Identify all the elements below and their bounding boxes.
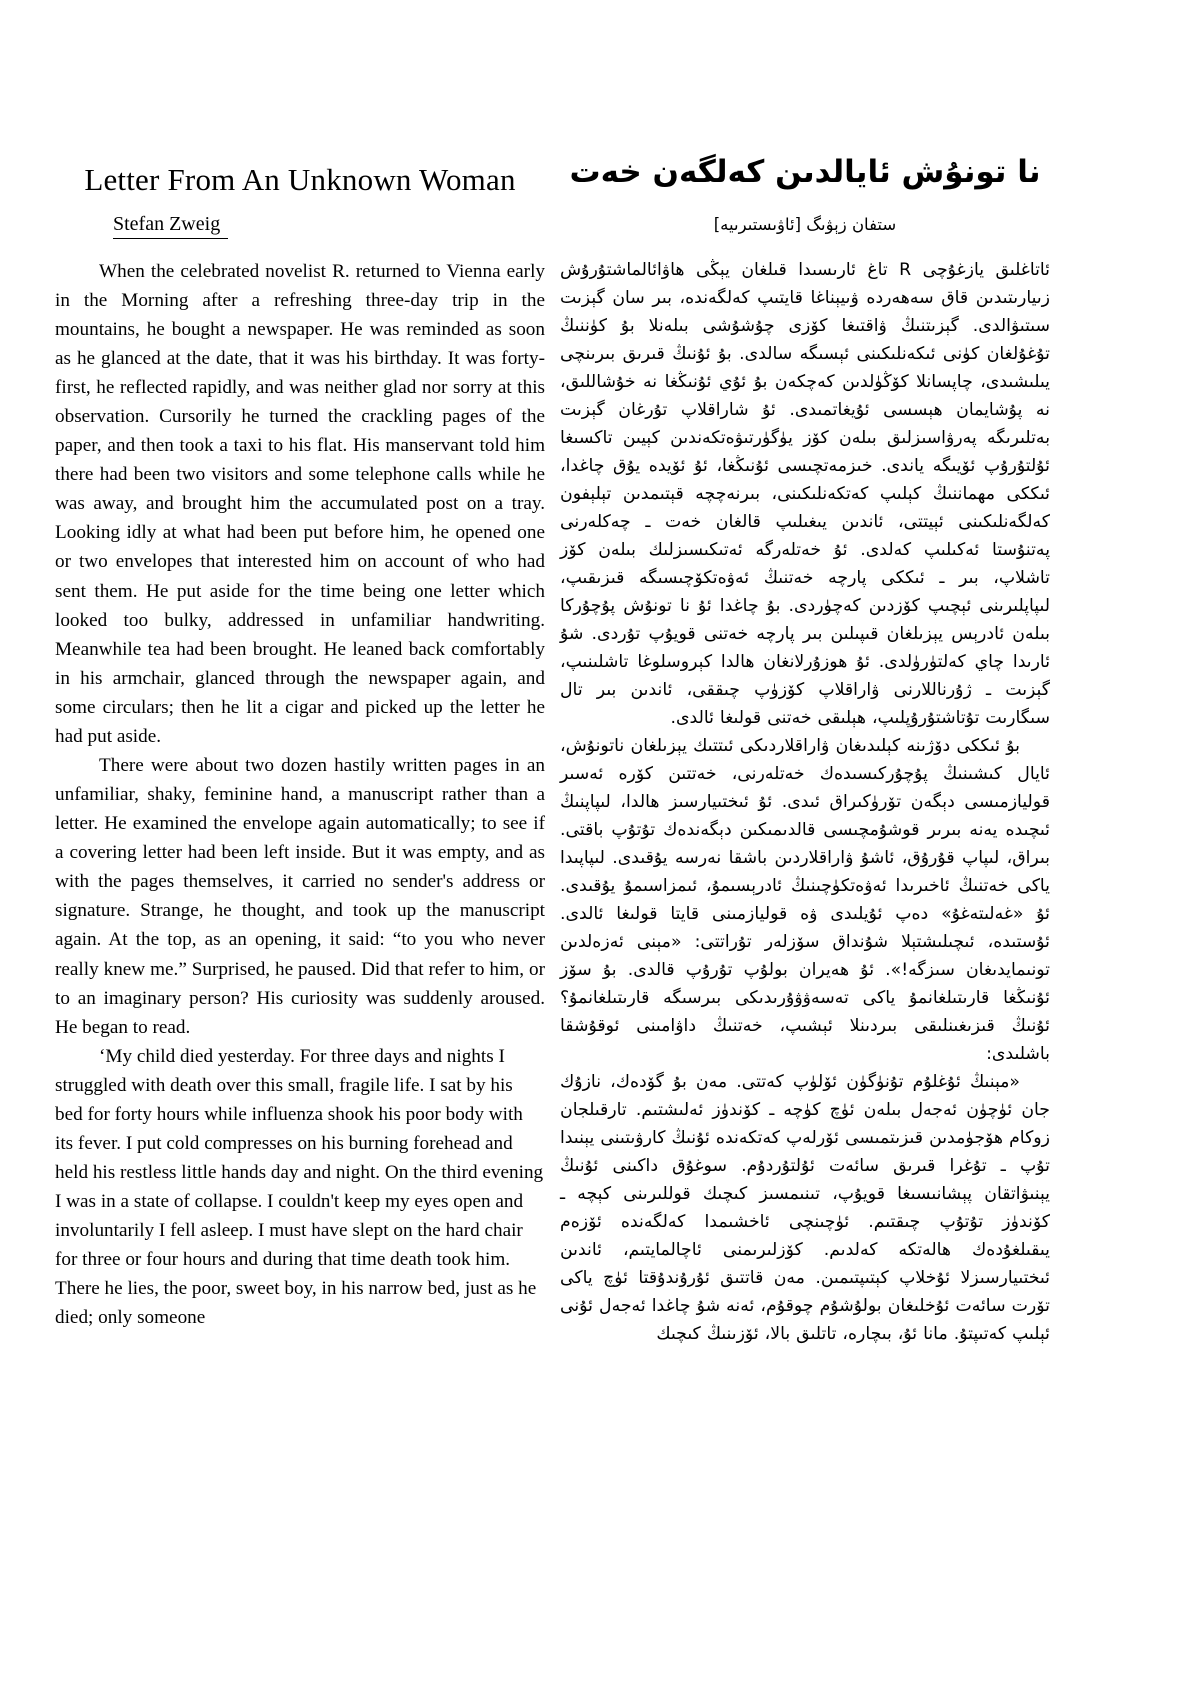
english-paragraph-2: There were about two dozen hastily written pages in an unfamiliar, shaky, feminine hand, a manuscript rather than a letter. He examined the envelope again automatically; to see if a covering letter had been left inside. But it was empty, and as with the pages themselves, it carried no sender's address or signature. Strange, he thought, and took up the manuscript again. At the top, as an opening, it said: “to you who never really knew me.” Surprised, he paused. Did that refer to him, or to an imaginary person? His curiosity was suddenly aroused. He began to read. [55,755,545,1038]
english-column [55,160,545,1333]
uyghur-body [560,256,1050,1349]
uyghur-title: نا تونۇش ئايالدىن كەلگەن خەت [569,154,1041,190]
english-body [55,257,545,1333]
english-letter-paragraph: ‘My child died yesterday. For three days and nights I struggled with death over this small, fragile life. I sat by his bed for forty hours while influenza shook his poor body with its fever. I put cold compresses on his burning forehead and held his restless little hands day and night. On the third evening I was in a state of collapse. I couldn't keep my eyes open and involuntarily I fell asleep. I must have slept on the hard chair for three or four hours and during that time death took him. There he lies, the poor, sweet boy, in his narrow bed, just as he died; only someone [55,1045,544,1329]
uyghur-paragraph-1: ئاتاغلىق يازغۇچى R تاغ ئارىسىدا قىلغان يېڭى ھاۋائالماشتۇرۇش زىيارىتىدىن قاق سەھەردە ۋىيېناغا قايتىپ كەلگەندە، بىر سان گېزىت سىتىۋالدى. گېزىتنىڭ ۋاقتىغا كۆزى چۇشۇشى بىلەنلا بۇ كۈننىڭ تۇغۇلغان كۈنى ئىكەنلىكىنى ئېسىگە سالدى. بۇ ئۇنىڭ قىرىق بىرىنچى يىلىشىدى، چاپسانلا كۆڭۈلدىن كەچكەن بۇ ئۇي ئۇنىڭغا نە خۇشاللىق، نە پۇشايمان ھېسسى ئۇيغاتمىدى. ئۇ شاراقلاپ تۇرغان گېزىت بەتلىرىگە پەرۋاسىزلىق بىلەن كۆز يۈگۈرتىۋەتكەندىن كېيىن تاكسىغا ئۇلتۇرۇپ ئۆيىگە ياندى. خىزمەتچىسى ئۇنىڭغا، ئۇ ئۆيدە يۇق چاغدا، ئىككى مھماننىڭ كېلىپ كەتكەنلىكىنى، بىرنەچچە قېتىمدىن تېلېفون كەلگەنلىكىنى ئېيتتى، ئاندىن يىغىلىپ قالغان خەت ـ چەكلەرنى پەتنۇستا ئەكىلىپ كەلدى. ئۇ خەتلەرگە ئەتىكىسىزلىك بىلەن كۆز تاشلاپ، بىر ـ ئىككى پارچە خەتنىڭ ئەۋەتكۆچىسىگە قىزىقىپ، لىپاپلىرىنى ئېچىپ كۆزدىن كەچۈردى. بۇ چاغدا ئۇ نا تونۇش پۇچۇركا بىلەن ئادرېس يېزىلغان قىپىلىن بىر پارچە خەتنى قويۇپ تۇردى. شۇ ئارىدا چاي كەلتۈرۈلدى. ئۇ ھوزۇرلانغان ھالدا كېروسلوغا تاشلىنىپ، گېزىت ـ ژۇرناللارنى ۋاراقلاپ كۆزۈپ چىققى، ئاندىن بىر تال سىگارىت تۇتاشتۇرۇپلىپ، ھېلىقى خەتنى قولىغا ئالدى. [560,259,1050,728]
english-author-wrap [55,212,545,239]
english-title: Letter From An Unknown Woman [84,162,516,197]
uyghur-author: ستفان زېۋىگ [ئاۋىستىرىيە] [713,215,897,235]
english-paragraph-1: When the celebrated novelist R. returned to Vienna early in the Morning after a refreshing three-day trip in the mountains, he bought a newspaper. He was reminded as soon as he glanced at the date, that it was his birthday. It was forty-first, he reflected rapidly, and was neither glad nor sorry at this observation. Cursorily he turned the crackling pages of the paper, and then took a taxi to his flat. His manservant told him there had been two visitors and some telephone calls while he was away, and brought him the accumulated post on a tray. Looking idly at what had been put before him, he opened one or two envelopes that interested him on account of who had sent them. He put aside for the time being one letter which looked too bulky, addressed in unfamiliar handwriting. Meanwhile tea had been brought. He leaned back comfortably in his armchair, glanced through the newspaper again, and some circulars; then he lit a cigar and picked up the letter he had put aside. [55,260,545,747]
uyghur-column [560,152,1050,1348]
uyghur-letter-paragraph: «مېنىڭ ئۇغلۇم تۇنۈگۈن ئۆلۈپ كەتتى. مەن بۇ گۆدەك، نازۇك جان ئۈچۈن ئەجەل بىلەن ئۈچ كۈچە ـ كۆندۈز ئەلىشتىم. تارقىلجان زوكام ھۆجۈمدىن قىزىتمىسى ئۆرلەپ كەتكەندە ئۇنىڭ كارۋىتىنى يېنىدا تۇپ ـ تۇغرا قىرىق سائەت ئۇلتۇردۇم. سوغۇق داكىنى ئۇنىڭ يېنىۋاتقان پېشانىسىغا قويۇپ، تىنىمسىز كىچىك قوللىرىنى كېچە ـ كۆندۈز تۇتۇپ چىقتىم. ئۈچىنچى ئاخشىمدا كەلگەندە ئۆزەم يىقىلغۇدەك ھالەتكە كەلدىم. كۆزلىرىمنى ئاچالمايتىم، ئاندىن ئىختىيارسىزلا ئۇخلاپ كېتىپتىمىن. مەن قاتتىق ئۇرۇندۇقتا ئۈچ ياكى تۆرت سائەت ئۇخلىغان بولۇشۇم چوقۇم، ئەنە شۇ چاغدا ئەجەل ئۇنى ئېلىپ كەتىپتۇ. مانا ئۇ، بىچارە، تاتلىق بالا، ئۆزىنىڭ كىچىك [560,1072,1050,1345]
uyghur-paragraph-2: بۇ ئىككى دۆژىنە كېلىدىغان ۋاراقلاردىكى ئىتتىك يېزىلغان ناتونۇش، ئايال كىشىنىڭ پۇچۇركىسىدەك خەتلەرنى، خەتتىن كۆرە ئەسىر قوليازمىسى دېگەن تۆرۈكىراق ئىدى. ئۇ ئىختىيارسىز ھالدا، لىپاپنىڭ ئىچىدە يەنە بىرىر قوشۇمچىسى قالدىمىكىن دېگەندەك تۇتۇپ باقتى. بىراق، لىپاپ قۇرۇق، ئاشۇ ۋاراقلاردىن باشقا نەرسە يۇقىدى. لىپاپىدا ياكى خەتنىڭ ئاخىرىدا ئەۋەتكۈچىنىڭ ئادرېسىمۇ، ئىمزاسىمۇ يۇقىدى. ئۇ «غەلىتەغۇ» دەپ ئۇيلىدى ۋە قوليازمىنى قايتا قولىغا ئالدى. ئۇستىدە، ئىچىلىشتېلا شۇنداق سۆزلەر تۇراتتى: «مېنى ئەزەلدىن تونىمايدىغان سىزگە!». ئۇ ھەيران بولۇپ تۇرۇپ قالدى. بۇ سۆز ئۇنىڭغا قارىتىلغانمۇ ياكى تەسەۋۋۇرىدىكى بىرسىگە قارىتىلغانمۇ؟ ئۇنىڭ قىزىغىنلىقى بىردىنلا ئېشىپ، خەتنىڭ داۋامىنى ئوقۇشقا باشلىدى: [560,736,1050,1065]
english-author: Stefan Zweig [113,212,228,239]
